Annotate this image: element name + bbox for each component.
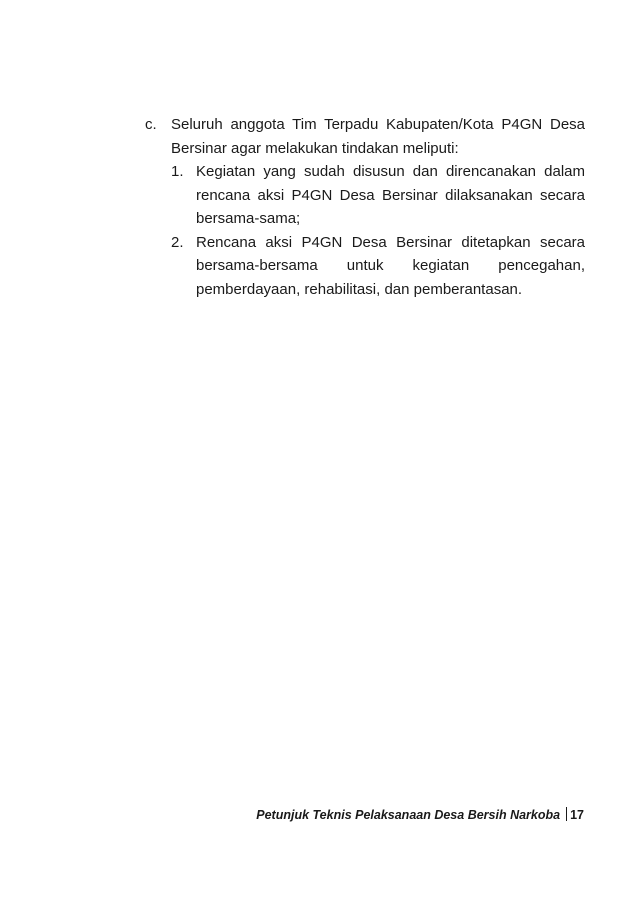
sub-list-number: 2. (171, 233, 184, 251)
sub-list-text: Kegiatan yang sudah disusun dan direncanakan dalam rencana aksi P4GN Desa Bersinar dilaksanakan secara bersama-sama; (196, 163, 585, 227)
list-item-c-text: Seluruh anggota Tim Terpadu Kabupaten/Kota P4GN Desa Bersinar agar melakukan tindakan meliputi: (171, 116, 585, 157)
sub-list-item (171, 160, 585, 231)
page-footer (256, 807, 584, 822)
list-item-c (145, 113, 585, 301)
footer-separator (566, 807, 567, 821)
sub-list-text-continued: pemberdayaan, rehabilitasi, dan pemberantasan. (196, 280, 523, 298)
footer-title: Petunjuk Teknis Pelaksanaan Desa Bersih Narkoba (256, 808, 561, 822)
sub-list (171, 160, 585, 301)
sub-list-item (171, 231, 585, 302)
sub-list-number: 1. (171, 163, 184, 180)
list-item-c-body (171, 113, 585, 301)
list-marker-c: c. (145, 116, 157, 133)
page-number: 17 (570, 808, 584, 822)
sub-list-text: Rencana aksi P4GN Desa Bersinar ditetapkan secara bersama-bersama untuk kegiatan pencegahan, (196, 233, 585, 274)
